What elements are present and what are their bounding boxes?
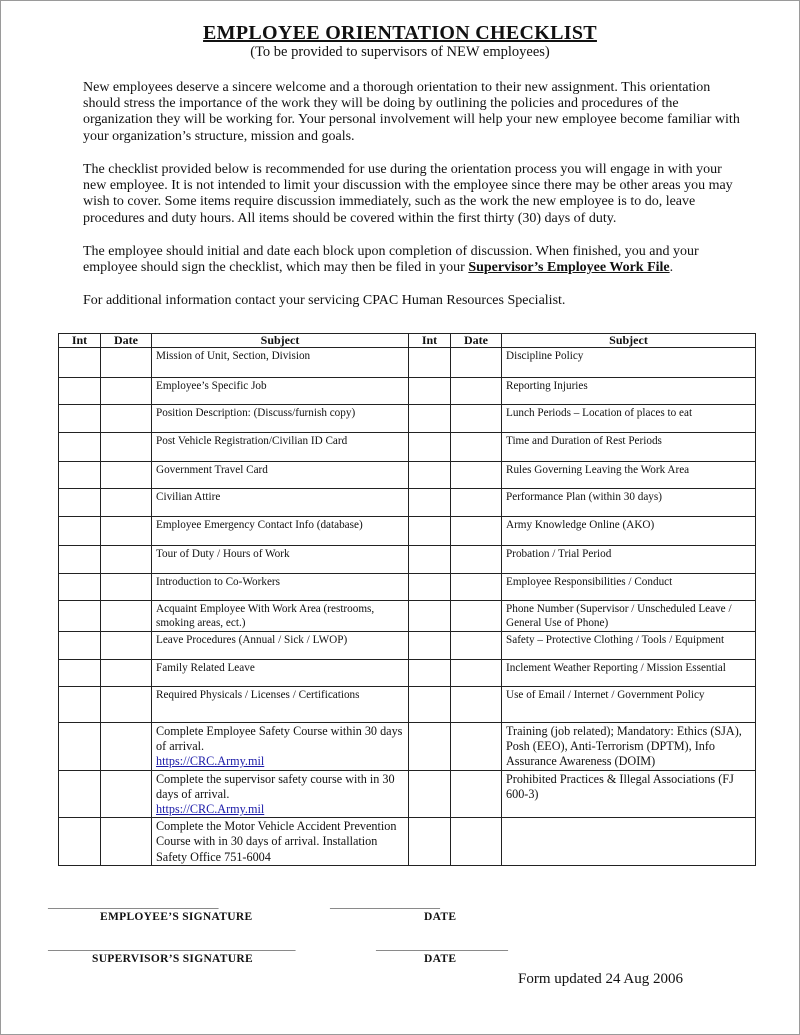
subject-cell: Reporting Injuries [502,378,756,405]
initial-cell[interactable] [59,433,101,462]
table-row [59,574,756,601]
subject-cell: Lunch Periods – Location of places to eat [502,405,756,433]
initial-cell[interactable] [59,770,101,818]
initial-cell[interactable] [59,348,101,378]
table-row [59,660,756,687]
initial-cell[interactable] [409,632,451,660]
subject-cell: Prohibited Practices & Illegal Associations (FJ 600-3) [502,770,756,818]
date-cell[interactable] [101,770,152,818]
form-updated-note: Form updated 24 Aug 2006 [518,971,683,987]
header-subject: Subject [502,334,756,348]
initial-cell[interactable] [409,546,451,574]
page-subtitle: (To be provided to supervisors of NEW employees) [250,44,550,60]
subject-cell: Introduction to Co-Workers [152,574,409,601]
subject-cell: Complete the Motor Vehicle Accident Prevention Course with in 30 days of arrival. Installation Safety Office 751-6004 [152,818,409,866]
crc-army-link[interactable]: https://CRC.Army.mil [156,802,265,817]
subject-cell: Safety – Protective Clothing / Tools / Equipment [502,632,756,660]
table-row [59,405,756,433]
subject-cell: Employee Emergency Contact Info (database) [152,517,409,546]
page-title: EMPLOYEE ORIENTATION CHECKLIST [203,22,597,44]
table-row [59,770,756,818]
initial-cell[interactable] [409,660,451,687]
date-cell[interactable] [451,433,502,462]
initial-cell[interactable] [409,489,451,517]
header-int: Int [59,334,101,348]
date-cell[interactable] [451,687,502,723]
table-row [59,632,756,660]
table-row [59,433,756,462]
date-cell[interactable] [451,517,502,546]
safety-course-text: Complete Employee Safety Course within 30 days of arrival. [156,724,403,754]
subject-cell: Post Vehicle Registration/Civilian ID Card [152,433,409,462]
date-cell[interactable] [101,378,152,405]
table-row [59,462,756,489]
initial-cell[interactable] [409,348,451,378]
subject-cell: Position Description: (Discuss/furnish copy) [152,405,409,433]
subject-cell: Employee’s Specific Job [152,378,409,405]
employee-date-line[interactable]: ____________________ [330,898,440,910]
intro-paragraph-3: The employee should initial and date each block upon completion of discussion. When finished, you and your employee should sign the checklist, which may then be filed in your Supervisor’s Employee Work File. [83,244,699,276]
header-subject: Subject [152,334,409,348]
table-row [59,517,756,546]
table-row [59,378,756,405]
subject-cell: Performance Plan (within 30 days) [502,489,756,517]
table-row [59,818,756,866]
table-row [59,687,756,723]
initial-cell[interactable] [409,770,451,818]
date-cell[interactable] [101,660,152,687]
initial-cell[interactable] [409,601,451,632]
date-cell[interactable] [451,348,502,378]
initial-cell[interactable] [59,818,101,866]
date-cell[interactable] [101,489,152,517]
date-cell[interactable] [451,601,502,632]
initial-cell[interactable] [409,687,451,723]
subject-cell: Employee Responsibilities / Conduct [502,574,756,601]
employee-date-label: DATE [424,911,457,923]
initial-cell[interactable] [59,378,101,405]
date-cell[interactable] [451,405,502,433]
date-cell[interactable] [101,818,152,866]
subject-cell [502,818,756,866]
subject-cell: Family Related Leave [152,660,409,687]
initial-cell[interactable] [59,489,101,517]
subject-cell: Probation / Trial Period [502,546,756,574]
date-cell[interactable] [101,723,152,771]
orientation-checklist-table [58,333,756,866]
subject-cell: Discipline Policy [502,348,756,378]
work-file-reference: Supervisor’s Employee Work File [468,260,670,276]
subject-cell: Phone Number (Supervisor / Unscheduled Leave / General Use of Phone) [502,601,756,632]
header-date: Date [451,334,502,348]
initial-cell[interactable] [59,405,101,433]
subject-cell: Army Knowledge Online (AKO) [502,517,756,546]
initial-cell[interactable] [409,723,451,771]
subject-cell: Mission of Unit, Section, Division [152,348,409,378]
date-cell[interactable] [451,574,502,601]
initial-cell[interactable] [409,574,451,601]
supervisor-signature-label: SUPERVISOR’S SIGNATURE [92,953,253,965]
subject-cell: Tour of Duty / Hours of Work [152,546,409,574]
date-cell[interactable] [451,462,502,489]
initial-cell[interactable] [409,433,451,462]
date-cell[interactable] [101,546,152,574]
subject-cell: Inclement Weather Reporting / Mission Essential [502,660,756,687]
supervisor-date-label: DATE [424,953,457,965]
table-row [59,489,756,517]
table-header-row [59,334,756,348]
employee-signature-label: EMPLOYEE’S SIGNATURE [100,911,253,923]
subject-cell: Civilian Attire [152,489,409,517]
initial-cell[interactable] [59,601,101,632]
subject-cell: Training (job related); Mandatory: Ethics (SJA), Posh (EEO), Anti-Terrorism (DPTM), Info Assurance Awareness (DOIM) [502,723,756,771]
subject-cell: Rules Governing Leaving the Work Area [502,462,756,489]
supervisor-signature-line[interactable]: _____________________________________________ [48,940,296,952]
initial-cell[interactable] [409,818,451,866]
subject-cell: Use of Email / Internet / Government Policy [502,687,756,723]
initial-cell[interactable] [59,574,101,601]
employee-signature-line[interactable]: _______________________________ [48,898,219,910]
initial-cell[interactable] [409,517,451,546]
header-date: Date [101,334,152,348]
date-cell[interactable] [451,770,502,818]
date-cell[interactable] [101,348,152,378]
intro-paragraph-1: New employees deserve a sincere welcome and a thorough orientation to their new assignment. This orientation should stress the importance of the work they will be doing by outlining the policies and procedures of the organization they will be working for. Your personal involvement will help your new employee become familiar with your organization’s structure, mission and goals. [83,80,740,144]
supervisor-course-text: Complete the supervisor safety course with in 30 days of arrival. [156,771,395,801]
initial-cell[interactable] [59,462,101,489]
date-cell[interactable] [451,723,502,771]
date-cell[interactable] [451,818,502,866]
subject-cell: Acquaint Employee With Work Area (restrooms, smoking areas, ect.) [152,601,409,632]
date-cell[interactable] [101,632,152,660]
supervisor-date-line[interactable]: ________________________ [376,940,508,952]
subject-cell: Time and Duration of Rest Periods [502,433,756,462]
initial-cell[interactable] [59,723,101,771]
date-cell[interactable] [451,489,502,517]
date-cell[interactable] [101,574,152,601]
date-cell[interactable] [451,632,502,660]
date-cell[interactable] [101,462,152,489]
table-row [59,723,756,771]
initial-cell[interactable] [59,632,101,660]
table-row [59,348,756,378]
date-cell[interactable] [451,546,502,574]
crc-army-link[interactable]: https://CRC.Army.mil [156,754,265,769]
initial-cell[interactable] [59,660,101,687]
initial-cell[interactable] [409,378,451,405]
subject-cell: Required Physicals / Licenses / Certifications [152,687,409,723]
date-cell[interactable] [101,517,152,546]
table-row [59,546,756,574]
date-cell[interactable] [451,378,502,405]
subject-cell [152,770,409,818]
subject-cell: Leave Procedures (Annual / Sick / LWOP) [152,632,409,660]
date-cell[interactable] [451,660,502,687]
initial-cell[interactable] [59,687,101,723]
intro-paragraph-4: For additional information contact your servicing CPAC Human Resources Specialist. [83,293,566,308]
header-int: Int [409,334,451,348]
initial-cell[interactable] [409,462,451,489]
intro-paragraph-2: The checklist provided below is recommended for use during the orientation process you will engage in with your new employee. It is not intended to limit your discussion with the employee since there may be other areas you may wish to cover. Some items require discussion immediately, such as the work the new employee is to do, leave procedures and duty hours. All items should be covered within the first thirty (30) days of duty. [83,162,733,226]
subject-cell [152,723,409,771]
date-cell[interactable] [101,433,152,462]
initial-cell[interactable] [59,546,101,574]
date-cell[interactable] [101,601,152,632]
subject-cell: Government Travel Card [152,462,409,489]
date-cell[interactable] [101,687,152,723]
date-cell[interactable] [101,405,152,433]
table-row [59,601,756,632]
initial-cell[interactable] [59,517,101,546]
initial-cell[interactable] [409,405,451,433]
